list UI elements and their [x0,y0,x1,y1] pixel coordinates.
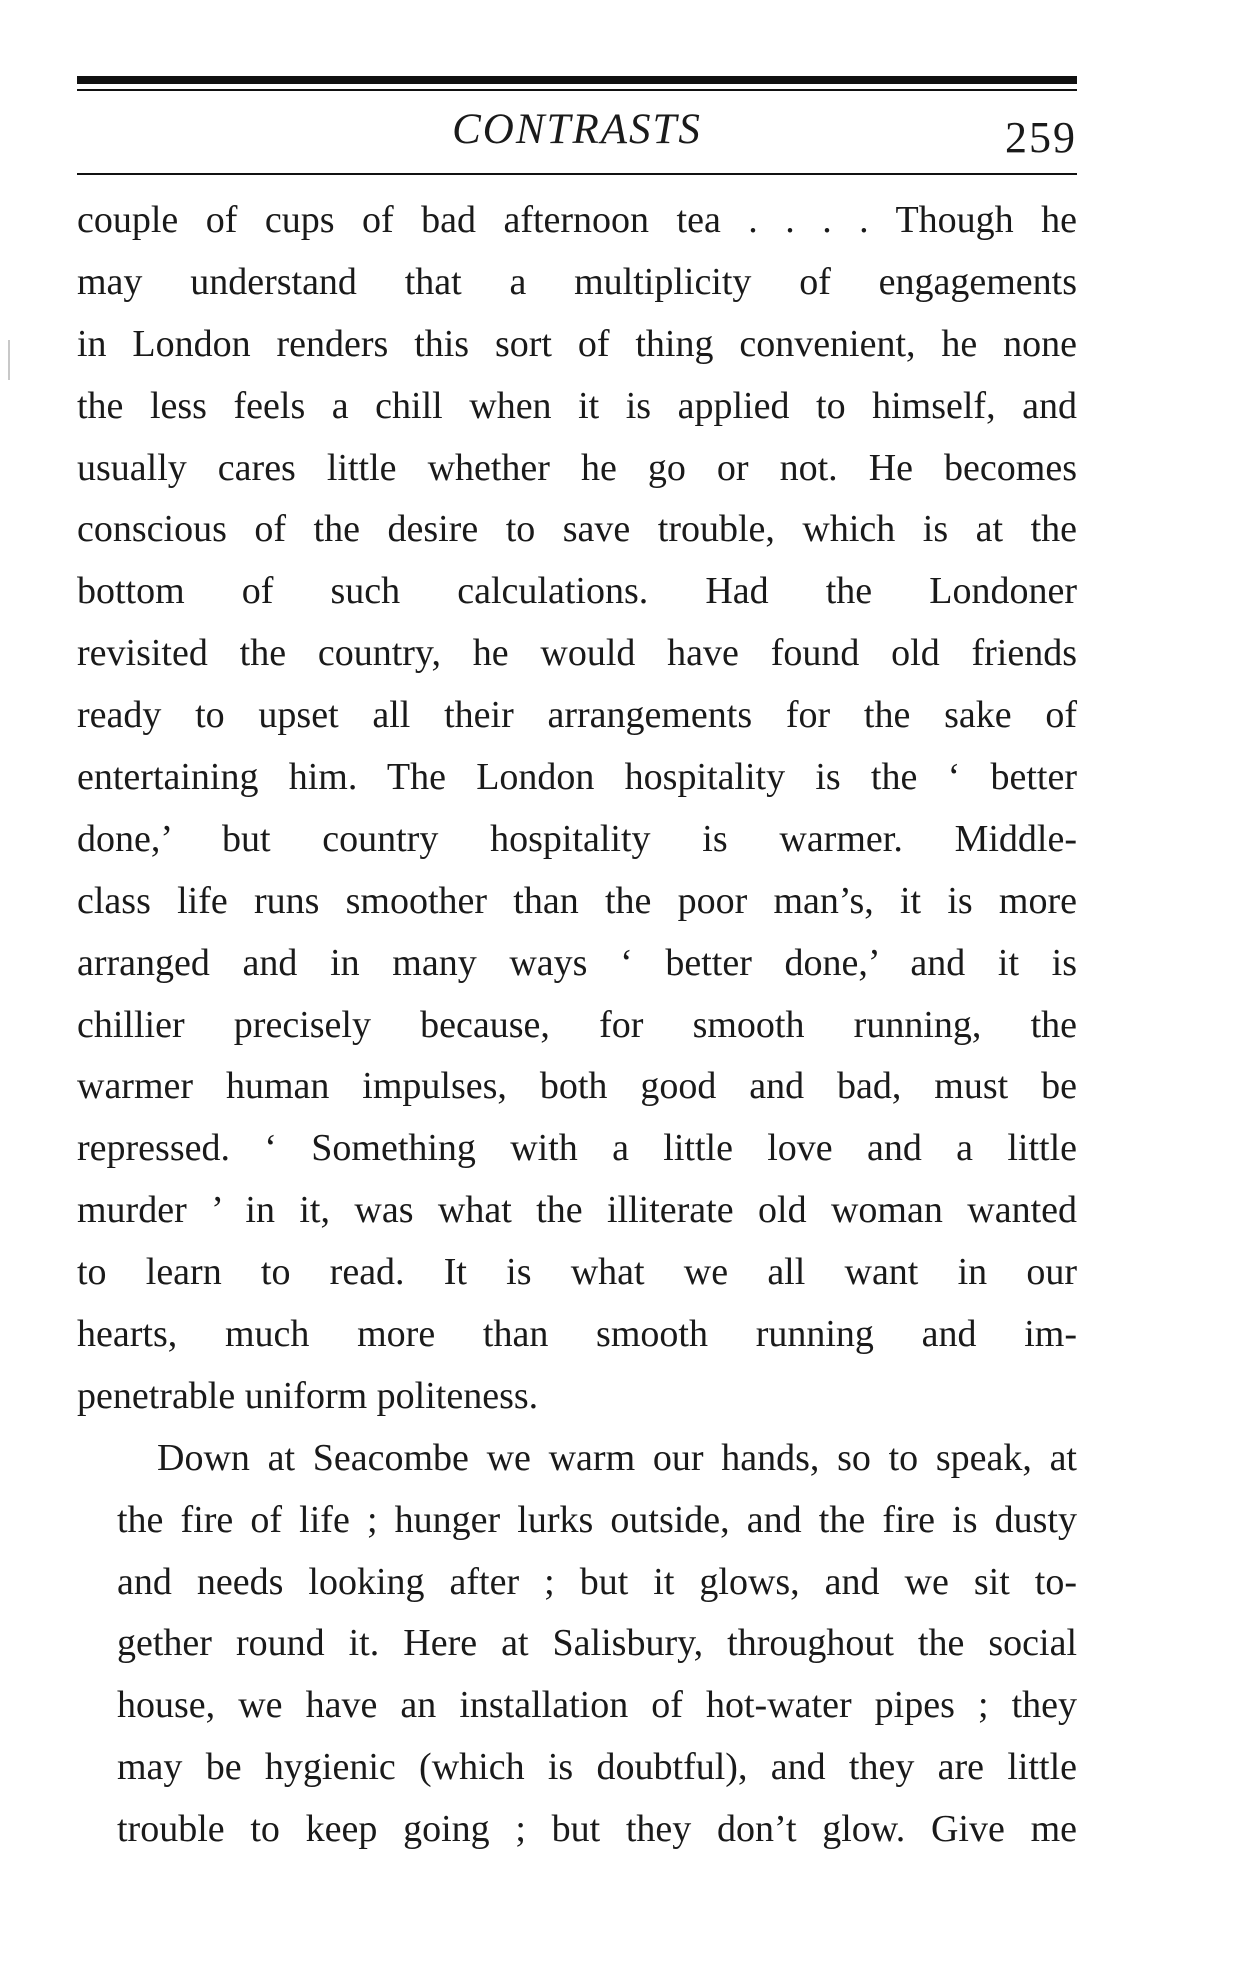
text-line: the less feels a chill when it is applied to himself, and [77,384,1077,427]
body-text [77,190,1077,1861]
text-line: the fire of life ; hunger lurks outside, and the fire is dusty [117,1498,1077,1541]
text-line: gether round it. Here at Salisbury, throughout the social [117,1622,1077,1665]
text-line: ready to upset all their arrangements for the sake of [77,694,1077,737]
margin-mark [8,340,10,380]
text-line: Down at Seacombe we warm our hands, so to speak, at [157,1436,1077,1479]
text-line: murder ’ in it, was what the illiterate old woman wanted [77,1189,1077,1232]
text-line: revisited the country, he would have found old friends [77,632,1077,675]
text-line: to learn to read. It is what we all want in our [77,1251,1077,1294]
text-line: done,’ but country hospitality is warmer. Middle- [77,817,1077,860]
text-line: hearts, much more than smooth running and im- [77,1313,1077,1356]
paragraph-1 [77,190,1077,1428]
page-number: 259 [1005,113,1077,162]
running-title: CONTRASTS [452,106,702,153]
header-rule-thin [77,89,1077,91]
header-rule-thick [77,76,1077,84]
text-line: arranged and in many ways ‘ better done,’ and it is [77,941,1077,984]
text-line: couple of cups of bad afternoon tea . . . . Though he [77,199,1077,241]
text-line: penetrable uniform politeness. [77,1374,539,1417]
text-line: bottom of such calculations. Had the Londoner [77,570,1077,613]
text-line: in London renders this sort of thing convenient, he none [77,322,1077,365]
text-line: house, we have an installation of hot-water pipes ; they [117,1684,1077,1727]
text-line: chillier precisely because, for smooth running, the [77,1003,1077,1046]
text-line: may understand that a multiplicity of engagements [77,260,1077,303]
text-line: and needs looking after ; but it glows, and we sit to- [117,1560,1077,1603]
running-head [77,105,1077,167]
running-head-underline [77,173,1077,175]
text-line: warmer human impulses, both good and bad, must be [77,1065,1077,1108]
text-line: conscious of the desire to save trouble, which is at the [77,508,1077,551]
paragraph-2 [77,1428,1077,1861]
text-line: usually cares little whether he go or not. He becomes [77,446,1077,489]
text-line: entertaining him. The London hospitality is the ‘ better [77,756,1077,799]
text-line: class life runs smoother than the poor man’s, it is more [77,879,1077,922]
text-line: trouble to keep going ; but they don’t glow. Give me [117,1808,1077,1851]
text-line: repressed. ‘ Something with a little love and a little [77,1127,1077,1170]
text-line: may be hygienic (which is doubtful), and they are little [117,1746,1077,1789]
